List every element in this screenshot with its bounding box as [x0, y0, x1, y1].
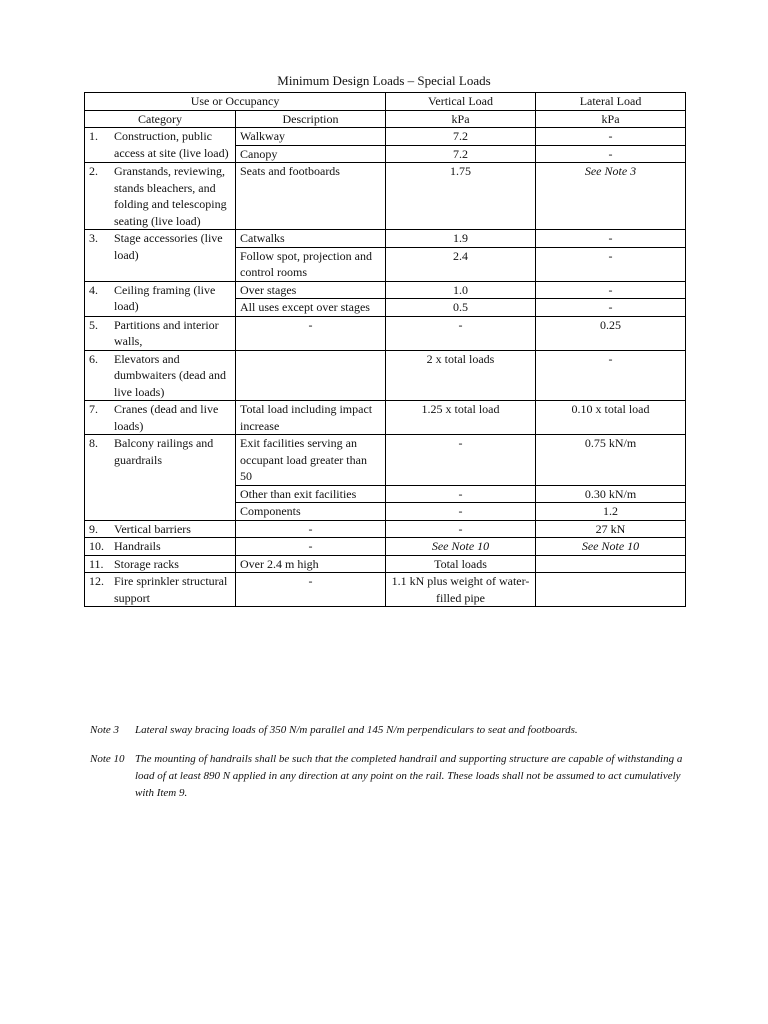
- category-cell: [85, 163, 236, 230]
- category-label: Ceiling framing (live load): [114, 282, 216, 313]
- category-cell: [85, 520, 236, 538]
- lateral-load-cell: -: [536, 281, 686, 299]
- lateral-load-cell: -: [536, 350, 686, 401]
- category-label: Cranes (dead and live loads): [114, 402, 219, 433]
- vertical-load-cell: -: [386, 435, 536, 486]
- category-cell: [85, 435, 236, 521]
- category-label: Partitions and interior walls,: [114, 317, 219, 348]
- description-cell: Components: [236, 503, 386, 521]
- header-lateral-load: Lateral Load: [536, 93, 686, 111]
- vertical-load-cell: 0.5: [386, 299, 536, 317]
- header-use-occupancy: Use or Occupancy: [85, 93, 386, 111]
- lateral-load-cell: -: [536, 247, 686, 281]
- category-cell: [85, 316, 236, 350]
- table-row: [85, 128, 686, 146]
- category-label: Vertical barriers: [114, 521, 191, 536]
- table-body: [85, 128, 686, 607]
- description-cell: Exit facilities serving an occupant load greater than 50: [236, 435, 386, 486]
- vertical-load-cell: 1.1 kN plus weight of water-filled pipe: [386, 573, 536, 607]
- category-label: Storage racks: [114, 556, 179, 571]
- vertical-load-cell: 1.25 x total load: [386, 401, 536, 435]
- note-text: Lateral sway bracing loads of 350 N/m parallel and 145 N/m perpendiculars to seat and footboards.: [135, 724, 578, 736]
- lateral-load-cell: -: [536, 230, 686, 248]
- lateral-load-cell: -: [536, 128, 686, 146]
- table-row: [85, 573, 686, 607]
- lateral-load-cell: See Note 3: [536, 163, 686, 230]
- description-cell: Seats and footboards: [236, 163, 386, 230]
- notes-section: [90, 722, 690, 814]
- table-row: [85, 435, 686, 486]
- description-cell: Canopy: [236, 145, 386, 163]
- category-label: Handrails: [114, 539, 161, 553]
- note-label: Note 3: [90, 724, 120, 736]
- note-label: Note 10: [90, 753, 125, 765]
- vertical-load-cell: -: [386, 520, 536, 538]
- table-row: [85, 520, 686, 538]
- vertical-load-cell: 1.9: [386, 230, 536, 248]
- table-row: [85, 555, 686, 573]
- lateral-load-cell: -: [536, 145, 686, 163]
- category-label: Elevators and dumbwaiters (dead and live loads): [114, 351, 226, 399]
- category-label: Granstands, reviewing, stands bleachers, and folding and telescoping seating (live load): [114, 164, 227, 228]
- description-cell: [236, 350, 386, 401]
- description-cell: Follow spot, projection and control rooms: [236, 247, 386, 281]
- lateral-load-cell: 27 kN: [536, 520, 686, 538]
- category-number: 6.: [89, 351, 98, 366]
- note-text: The mounting of handrails shall be such that the completed handrail and supporting structure are capable of withstanding a load of at least 890 N applied in any direction at any point on the rail. These loads shall not be assumed to act cumulatively with Item 9.: [135, 753, 683, 799]
- description-cell: Total load including impact increase: [236, 401, 386, 435]
- category-cell: [85, 128, 236, 163]
- description-cell: Over stages: [236, 281, 386, 299]
- category-number: 4.: [89, 282, 98, 297]
- table-row: [85, 163, 686, 230]
- category-cell: [85, 350, 236, 401]
- category-cell: [85, 555, 236, 573]
- lateral-load-cell: 0.10 x total load: [536, 401, 686, 435]
- category-number: 8.: [89, 436, 98, 450]
- category-number: 7.: [89, 402, 98, 416]
- category-cell: [85, 401, 236, 435]
- vertical-load-cell: 7.2: [386, 128, 536, 146]
- header-lateral-unit: kPa: [536, 110, 686, 128]
- category-number: 5.: [89, 317, 98, 332]
- category-number: 12.: [89, 574, 104, 588]
- lateral-load-cell: 0.75 kN/m: [536, 435, 686, 486]
- description-cell: -: [236, 520, 386, 538]
- category-number: 9.: [89, 521, 98, 536]
- header-row-1: [85, 93, 686, 111]
- category-cell: [85, 281, 236, 316]
- category-label: Construction, public access at site (live load): [114, 129, 229, 160]
- description-cell: -: [236, 573, 386, 607]
- vertical-load-cell: Total loads: [386, 555, 536, 573]
- vertical-load-cell: 1.0: [386, 281, 536, 299]
- lateral-load-cell: [536, 573, 686, 607]
- table-row: [85, 316, 686, 350]
- description-cell: Walkway: [236, 128, 386, 146]
- lateral-load-cell: [536, 555, 686, 573]
- vertical-load-cell: -: [386, 503, 536, 521]
- vertical-load-cell: 1.75: [386, 163, 536, 230]
- table-title: Minimum Design Loads – Special Loads: [277, 73, 491, 88]
- table-row: [85, 401, 686, 435]
- table-row: [85, 281, 686, 299]
- vertical-load-cell: 2.4: [386, 247, 536, 281]
- category-label: Stage accessories (live load): [114, 231, 223, 262]
- description-cell: Catwalks: [236, 230, 386, 248]
- description-cell: -: [236, 316, 386, 350]
- description-cell: All uses except over stages: [236, 299, 386, 317]
- category-cell: [85, 573, 236, 607]
- description-cell: -: [236, 538, 386, 556]
- category-cell: [85, 230, 236, 282]
- header-row-2: [85, 110, 686, 128]
- lateral-load-cell: See Note 10: [536, 538, 686, 556]
- lateral-load-cell: -: [536, 299, 686, 317]
- category-label: Fire sprinkler structural support: [114, 574, 228, 605]
- category-number: 10.: [89, 539, 104, 553]
- table-row: [85, 538, 686, 556]
- vertical-load-cell: 2 x total loads: [386, 350, 536, 401]
- note-item: [90, 751, 690, 802]
- header-vertical-load: Vertical Load: [386, 93, 536, 111]
- table-row: [85, 230, 686, 248]
- header-vertical-unit: kPa: [386, 110, 536, 128]
- category-label: Balcony railings and guardrails: [114, 436, 214, 467]
- vertical-load-cell: See Note 10: [386, 538, 536, 556]
- vertical-load-cell: 7.2: [386, 145, 536, 163]
- header-category: Category: [85, 110, 236, 128]
- description-cell: Other than exit facilities: [236, 485, 386, 503]
- vertical-load-cell: -: [386, 316, 536, 350]
- table-row: [85, 350, 686, 401]
- design-loads-table: [84, 92, 686, 607]
- category-number: 11.: [89, 556, 104, 571]
- category-number: 2.: [89, 164, 98, 178]
- category-number: 3.: [89, 231, 98, 245]
- category-cell: [85, 538, 236, 556]
- header-description: Description: [236, 110, 386, 128]
- lateral-load-cell: 0.30 kN/m: [536, 485, 686, 503]
- vertical-load-cell: -: [386, 485, 536, 503]
- description-cell: Over 2.4 m high: [236, 555, 386, 573]
- lateral-load-cell: 1.2: [536, 503, 686, 521]
- note-item: [90, 722, 690, 739]
- lateral-load-cell: 0.25: [536, 316, 686, 350]
- category-number: 1.: [89, 129, 98, 143]
